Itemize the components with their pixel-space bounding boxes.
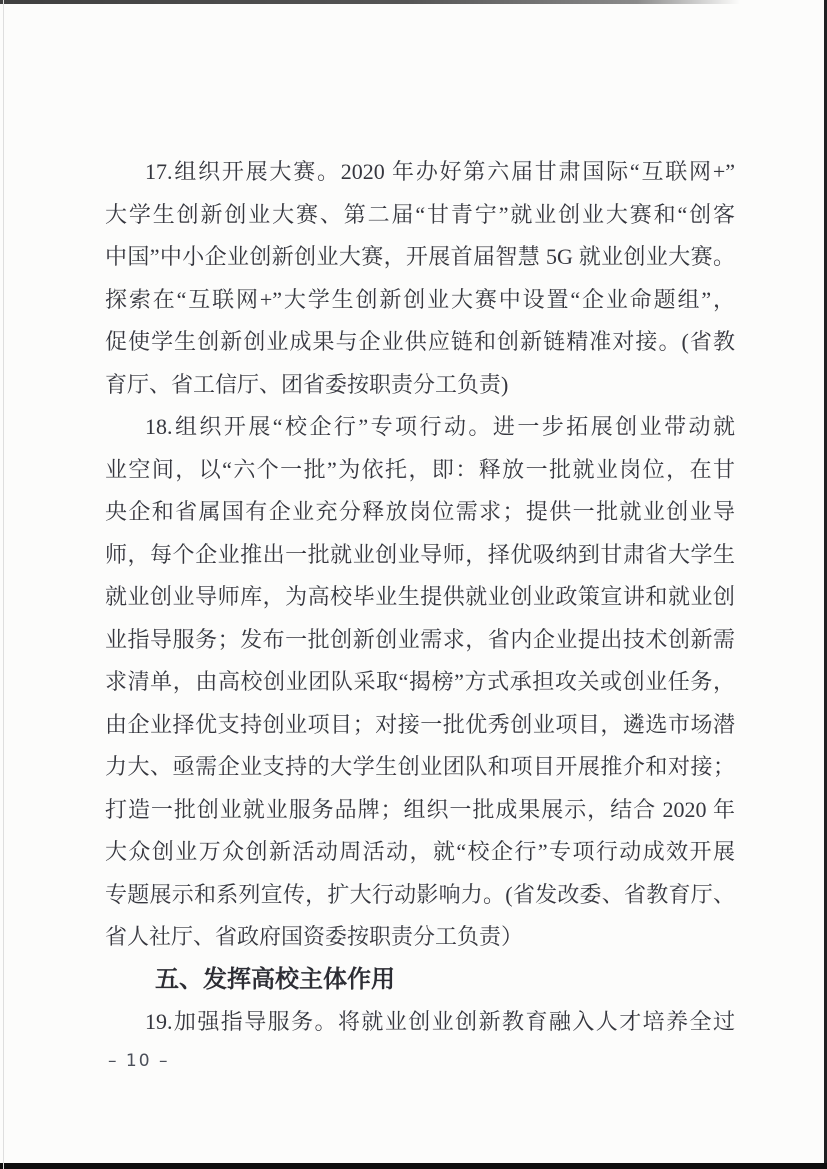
scan-edge-top [0,0,740,4]
text-line: 央企和省属国有企业充分释放岗位需求；提供一批就业创业导 [105,499,735,524]
text-line: 19.加强指导服务。将就业创业创新教育融入人才培养全过 [145,1009,735,1034]
text-line: 打造一批创业就业服务品牌；组织一批成果展示，结合 2020 年 [105,796,735,822]
text-line: 大学生创新创业大赛、第二届“甘青宁”就业创业大赛和“创客 [105,201,735,227]
scan-edge-left [3,0,4,1169]
text-line: 大众创业万众创新活动周活动，就“校企行”专项行动成效开展 [105,839,735,864]
text-line: 师，每个企业推出一批就业创业导师，择优吸纳到甘肃省大学生 [105,541,735,567]
text-line: 业指导服务；发布一批创新创业需求，省内企业提出技术创新需 [105,626,735,652]
text-line: 由企业择优支持创业项目；对接一批优秀创业项目，遴选市场潜 [105,711,735,737]
text-line: 业空间，以“六个一批”为依托，即：释放一批就业岗位，在甘 [105,456,736,482]
section-heading: 五、发挥高校主体作用 [155,965,395,993]
text-line: 探索在“互联网+”大学生创新创业大赛中设置“企业命题组”， [105,286,735,312]
text-line: 18.组织开展“校企行”专项行动。进一步拓展创业带动就 [145,414,735,439]
page-number: – 10 – [108,1051,170,1071]
scan-edge-bottom [0,1163,827,1169]
text-line: 17.组织开展大赛。2020 年办好第六届甘肃国际“互联网+” [145,159,735,184]
text-line: 育厅、省工信厅、团省委按职责分工负责) [105,371,509,397]
text-line: 专题展示和系列宣传，扩大行动影响力。(省发改委、省教育厅、 [105,881,735,907]
text-line: 就业创业导师库，为高校毕业生提供就业创业政策宣讲和就业创 [105,584,735,609]
text-line: 促使学生创新创业成果与企业供应链和创新链精准对接。(省教 [105,329,735,354]
text-line: 力大、亟需企业支持的大学生创业团队和项目开展推介和对接； [105,754,735,779]
document-body [105,151,735,1044]
text-line: 中国”中小企业创新创业大赛，开展首届智慧 5G 就业创业大赛。 [105,244,735,269]
text-line: 求清单，由高校创业团队采取“揭榜”方式承担攻关或创业任务， [105,669,735,694]
text-line: 省人社厅、省政府国资委按职责分工负责） [105,924,524,949]
